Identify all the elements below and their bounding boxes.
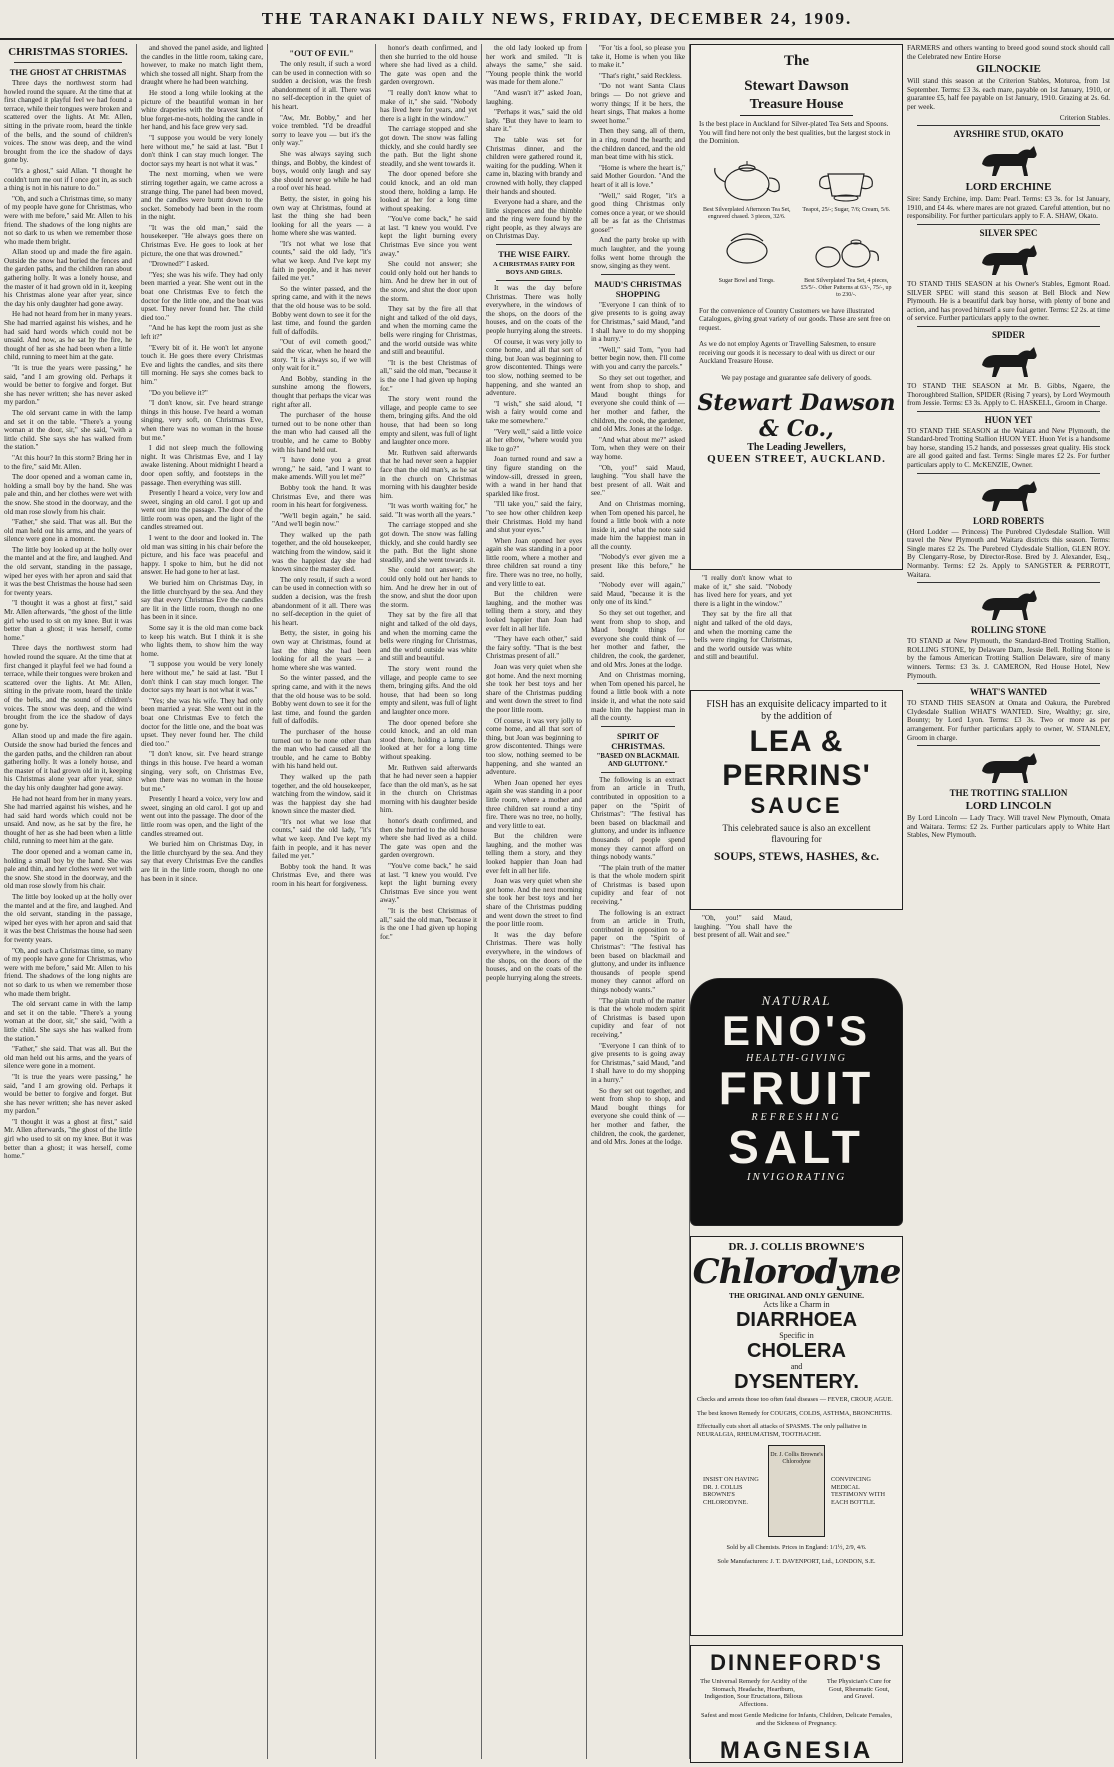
stallion-title: WHAT'S WANTED bbox=[970, 687, 1047, 698]
paragraph: But the children were laughing, and the mother was telling them a story, and they looked happier than Joan had ever felt in all her life. bbox=[486, 832, 582, 875]
ad-intro: Is the best place in Auckland for Silver-plated Tea Sets and Spoons. You will find here not only the best qualities, but the largest stock in the Dominion. bbox=[699, 120, 891, 145]
paragraph: They sat by the fire all that night and talked of the old days, and when the morning came the bells were ringing for Christmas, and the world outside was white and still and beautiful. bbox=[380, 305, 477, 357]
paragraph: And the party broke up with much laughter, and the young folks went home through the snow, singing as they went. bbox=[591, 236, 685, 271]
paragraph: She could not answer; she could only hold out her hands to him. And he drew her in out of the snow, and shut the door upon the storm. bbox=[380, 566, 477, 609]
paragraph: "Every bit of it. He won't let anyone touch it. He goes there every Christmas Eve and lights the candles, and sits there till morning. He says she comes back to him." bbox=[141, 343, 263, 386]
paragraph: "I wish," she said aloud, "I wish a fairy would come and take me somewhere." bbox=[486, 399, 582, 425]
ad-disease-1: DIARRHOEA bbox=[735, 1309, 858, 1331]
paragraph: "Perhaps it was," said the old lady. "But they have to learn to share it." bbox=[486, 108, 582, 134]
paragraph: "Father," she said. That was all. But the old man held out his arms, and the years of silence were gone in a moment. bbox=[4, 1045, 132, 1071]
paragraph: "I thought it was a ghost at first," said Mr. Allen afterwards, "the ghost of the little girl who used to sit on my knee. But it was better than a ghost; it was herself, come home." bbox=[4, 1117, 132, 1161]
paragraph: Bobby took the hand. It was Christmas Eve, and there was room in his heart for forgiveness. bbox=[272, 483, 371, 510]
stallion-name: LORD LINCOLN bbox=[965, 800, 1052, 813]
ad-header-the: The bbox=[783, 53, 809, 69]
column-4 bbox=[376, 44, 482, 1759]
paragraph: TO STAND at New Plymouth, the Standard-Bred Trotting Stallion, ROLLING STONE, by Delaware Dam, Jessie Bell. Rolling Stone is by the famous American Trotting Stallion Delaware, sire of many winners. Terms: £3 3s. J. CAMERON, Red House Hotel, New Plymouth. bbox=[907, 637, 1110, 680]
paragraph: They sat by the fire all that night and talked of the old days, and when the morning came the bells were ringing for Christmas, and the world outside was white and still and beautiful. bbox=[380, 611, 477, 663]
product-caption: Best Silverplated Tea Set, 4 pieces, £5/5/-. Other Patterns at 63/-, 75/-, up to 230/-. bbox=[801, 277, 892, 298]
ad-health: HEALTH-GIVING bbox=[746, 1053, 847, 1064]
bottle-label: Dr. J. Collis Browne's Chlorodyne bbox=[770, 1452, 823, 1465]
sugar-bowl-icon bbox=[806, 154, 886, 204]
ad-text: This celebrated sauce is also an excellent flavouring for bbox=[722, 823, 871, 844]
ad-convincing: CONVINCING MEDICAL TESTIMONY WITH EACH BOTTLE. bbox=[831, 1476, 886, 1506]
paragraph: Betty, the sister, in going his own way at Christmas, found at last the thing she had been looking for all the years — a home where she was wanted. bbox=[272, 629, 371, 672]
paragraph: We buried him on Christmas Day, in the little churchyard by the sea. And they say that every Christmas Eve the candles are lit in the little room, though no one has been in it since. bbox=[141, 840, 263, 883]
paragraph: "It is the best Christmas of all," said the old man, "because it is the one I had given up hoping for." bbox=[380, 907, 477, 941]
ad-and: and bbox=[790, 1362, 803, 1371]
paragraph: The next morning, when we were stirring together again, we came across a strange thing. The panel had been moved, and the candles were burnt down to the socket. Somebody had been in the room in the night. bbox=[141, 170, 263, 222]
paragraph: "That's right," said Reckless. bbox=[599, 71, 682, 80]
ad-side-1: The Physician's Cure for Gout, Rheumatic Gout, and Gravel. bbox=[826, 1678, 892, 1700]
paragraph: The story went round the village, and people came to see them, bringing gifts. And the old house, that had been so long empty and silent, was full of light and laughter once more. bbox=[380, 664, 477, 716]
paragraph: "Nobody's ever given me a present like this before," he said. bbox=[591, 553, 685, 579]
enos-fruit-salt-ad bbox=[690, 978, 903, 1226]
paragraph: "Well," said Roger, "it's a good thing Christmas only comes once a year, or we should all be as fat as the Christmas goose!" bbox=[591, 191, 685, 234]
col1-body bbox=[4, 79, 132, 1161]
paragraph: Bobby took the hand. It was Christmas Eve, and there was room in his heart for forgiveness. bbox=[272, 862, 371, 889]
ad-maker: Sole Manufacturers: J. T. DAVENPORT, Ltd., LONDON, S.E. bbox=[717, 1557, 876, 1565]
paragraph: "I don't know, sir. I've heard strange things in this house. I've heard a woman singing, very soft, on Christmas Eve, when there was no woman in the house but me." bbox=[141, 750, 263, 793]
horse-icon bbox=[974, 477, 1044, 513]
paragraph: "And wasn't it?" asked Joan, laughing. bbox=[486, 88, 582, 106]
ghost-story-heading: THE GHOST AT CHRISTMAS bbox=[9, 67, 127, 77]
paragraph: "I have done you a great wrong," he said, "and I want to make amends. Will you let me?" bbox=[272, 456, 371, 482]
stewart-dawson-ad bbox=[690, 44, 903, 570]
paragraph: But the children were laughing, and the mother was telling them a story, and they looked happier than Joan had ever felt in all her life. bbox=[486, 590, 582, 633]
ad-disease-2: CHOLERA bbox=[747, 1340, 846, 1362]
column-5 bbox=[482, 44, 587, 1759]
paragraph: "Oh, and such a Christmas time, so many of my people have gone for Christmas, who were with me before," said Mr. Allen to his friend. The shadows of the long nights are not so dark to us when we remember those who made them bright. bbox=[4, 194, 132, 246]
horse-icon bbox=[974, 586, 1044, 622]
paragraph: "Drowned?" I asked. bbox=[149, 260, 209, 269]
column-2 bbox=[137, 44, 268, 1759]
ad-invigorating: INVIGORATING bbox=[746, 1171, 847, 1183]
ad-original: THE ORIGINAL AND ONLY GENUINE. bbox=[728, 1291, 865, 1300]
stallion-name: GILNOCKIE bbox=[976, 63, 1041, 76]
paragraph: So they set out together, and went from shop to shop, and Maud bought things for everyone she could think of — her mother and father, the children, the cook, the gardener, and old Mrs. Jones at the lodge. bbox=[591, 1086, 685, 1147]
paragraph: Everyone had a share, and the little sixpences and the thimble and the ring were found by the right people, as they always are on Christmas Day. bbox=[486, 198, 582, 241]
column-7-text-2 bbox=[690, 914, 796, 974]
stallion-name: LORD ERCHINE bbox=[965, 181, 1052, 194]
paragraph: Joan was very quiet when she got home. And the next morning she took her best toys and her share of the Christmas pudding and went down the street to find the poor little room. bbox=[486, 877, 582, 929]
product-item bbox=[701, 154, 793, 221]
paragraph: When Joan opened her eyes again she was standing in a poor little room, where a mother and three children sat round a tiny fire. There was no tree, no holly, and very little to eat. bbox=[486, 536, 582, 588]
tongs-icon bbox=[707, 225, 787, 275]
paragraph: The door opened before she could knock, and an old man stood there, holding a lamp. He looked at her for a long time without speaking. bbox=[380, 170, 477, 213]
stallion-title: ROLLING STONE bbox=[970, 625, 1047, 636]
horse-icon bbox=[974, 142, 1044, 178]
paragraph: "It's not what we lose that counts," said the old lady, "it's what we keep. And I've kept my faith in people, and it has never failed me yet." bbox=[272, 817, 371, 861]
paragraph: He had not heard from her in many years. She had married against his wishes, and he had said hard words which could not be unsaid. And now, as he sat by the fire, he thought of her as she had been when a little child, running to meet him at the gate. bbox=[4, 310, 132, 362]
ad-brand: DINNEFORD'S bbox=[710, 1650, 883, 1675]
paragraph: the old lady looked up from her work and smiled. "It is always the same," she said. "Young people think the world was made for them alone." bbox=[486, 44, 582, 87]
product-item bbox=[800, 225, 892, 299]
paragraph: Of course, it was very jolly to come home, and all that sort of thing, but Joan was beginning to grow discontented. Things were too slow, nothing seemed to be happening, and she wanted an adventure. bbox=[486, 716, 582, 777]
ad-header-name: Stewart Dawson bbox=[744, 78, 849, 94]
stallion-title: LORD ROBERTS bbox=[973, 515, 1044, 526]
paragraph: "And what about me?" asked Tom, when they were on their way home. bbox=[591, 435, 685, 461]
ad-fruit: FRUIT bbox=[718, 1062, 875, 1114]
ad-insist: INSIST ON HAVING DR. J. COLLIS BROWNE'S CHLORODYNE. bbox=[703, 1476, 759, 1506]
paragraph: "Do you believe it?" bbox=[149, 388, 208, 397]
wise-fairy-subheading: A CHRISTMAS FAIRY FOR BOYS AND GIRLS. bbox=[493, 261, 575, 277]
paragraph: Sire: Sandy Erchine, imp. Dam: Pearl. Terms: £3 3s. for 1st January, 1910, and £4 4s. where mares are not grazed. Careful attention, but no responsibility. For further particulars apply to F. A. SHAW, Okato. bbox=[907, 195, 1110, 221]
product-item bbox=[701, 225, 793, 299]
ad-footer-1: For the convenience of Country Customers we have illustrated Catalogues, giving great variety of our goods. These are sent free on request. bbox=[699, 306, 891, 332]
paragraph: The door opened before she could knock, and an old man stood there, holding a lamp. He looked at her for a long time without speaking. bbox=[380, 718, 477, 761]
chlorodyne-ad bbox=[690, 1236, 903, 1636]
paragraph: Mr. Ruthven said afterwards that he had never seen a happier face than the old man's, as he sat in the church on Christmas morning with his daughter beside him. bbox=[380, 763, 477, 815]
paragraph: The purchaser of the house turned out to be none other than the man who had caused all the trouble, and he came to Bobby with his hand held out. bbox=[272, 727, 371, 771]
paragraph: TO STAND THE SEASON at the Waitara and New Plymouth, the Standard-bred Trotting Stallion HUON YET. Huon Yet is a handsome bay horse, standing 15.2 hands, and possesses great quality. His stock are all good gaited and fast. Terms: Single mares £2 2s. For further particulars apply to C. McKENZIE, Owner. bbox=[907, 426, 1110, 470]
paragraph: "It was worth waiting for," he said. "It was worth all the years." bbox=[380, 502, 477, 519]
paragraph: The old servant came in with the lamp and set it on the table. "There's a young woman at the door, sir," she said, "with a little child. She says she has walked from the station." bbox=[4, 1000, 132, 1043]
paragraph: "It was the old man," said the housekeeper. "He always goes there on Christmas Eve. He goes to look at her picture, the one that was drowned." bbox=[141, 223, 263, 258]
ad-sold: Sold by all Chemists. Prices in England: 1/1½, 2/9, 4/6. bbox=[726, 1544, 867, 1551]
paragraph: The carriage stopped and she got down. The snow was falling thickly, and she could hardly see the path. But the light shone steadily, and she went towards it. bbox=[380, 521, 477, 564]
paragraph: "I'll take you," said the fairy, "to see how other children keep their Christmas. Hold my hand and shut your eyes." bbox=[486, 500, 582, 535]
ad-side-2: Safest and most Gentle Medicine for Infants, Children, Delicate Females, and the Sickness of Pregnancy. bbox=[701, 1712, 892, 1727]
paragraph: He had not heard from her in many years. She had married against his wishes, and he had said hard words which could not be unsaid. And now, as he sat by the fire, he thought of her as she had been when a little child, running to meet him at the gate. bbox=[4, 794, 132, 846]
masthead-title: THE TARANAKI DAILY NEWS, FRIDAY, DECEMBER 24, 1909. bbox=[261, 9, 853, 28]
ad-brand: LEA & PERRINS' bbox=[722, 725, 871, 792]
paragraph: So they set out together, and went from shop to shop, and Maud bought things for everyone she could think of — her mother and father, the children, the cook, the gardener, and old Mrs. Jones at the lodge. bbox=[591, 373, 685, 434]
paragraph: Of course, it was very jolly to come home, and all that sort of thing, but Joan was beginning to grow discontented. Things were too slow, nothing seemed to be happening, and she wanted an adventure. bbox=[486, 337, 582, 398]
ad-best-remedy: The best known Remedy for COUGHS, COLDS, ASTHMA, BRONCHITIS. bbox=[697, 1409, 892, 1417]
product-illustrations bbox=[691, 150, 902, 303]
ad-address: QUEEN STREET, AUCKLAND. bbox=[707, 453, 886, 465]
paragraph: We buried him on Christmas Day, in the little churchyard by the sea. And they say that every Christmas Eve the candles are lit in the little room, though no one has been in it since. bbox=[141, 579, 263, 622]
ad-footer-3: We pay postage and guarantee safe delivery of goods. bbox=[721, 373, 872, 382]
column-3 bbox=[268, 44, 376, 1759]
ad-checks: Checks and arrests those too often fatal diseases — FEVER, CROUP, AGUE. bbox=[697, 1396, 893, 1403]
column-9-stallions bbox=[903, 44, 1114, 1759]
out-of-evil-heading: "OUT OF EVIL" bbox=[289, 48, 354, 58]
paragraph: Joan turned round and saw a tiny figure standing on the window-sill, dressed in green, with a wand in her hand that sparkled like frost. bbox=[486, 455, 582, 498]
ad-natural: NATURAL bbox=[761, 993, 832, 1008]
product-caption: Teapot, 25/-; Sugar, 7/6; Cream, 5/6. bbox=[802, 206, 891, 213]
dinnefords-magnesia-ad bbox=[690, 1645, 903, 1763]
paragraph: "Oh, and such a Christmas time, so many of my people have gone for Christmas, who were with me before," said Mr. Allen to his friend. The shadows of the long nights are not so dark to us when we remember those who made them bright. bbox=[4, 946, 132, 998]
paragraph: "You've come back," he said at last. "I knew you would. I've kept the light burning every Christmas Eve since you went away." bbox=[380, 862, 477, 905]
paragraph: "It is true the years were passing," he said, "and I am growing old. Perhaps it would be better to forgive and forget. But she has never written; she has never asked my pardon." bbox=[4, 364, 132, 407]
paragraph: She could not answer; she could only hold out her hands to him. And he drew her in out of the snow, and shut the door upon the storm. bbox=[380, 260, 477, 303]
masthead bbox=[0, 0, 1114, 40]
paragraph: "Aw, Mr. Bobby," and her voice trembled. "I'd be dreadful sorry to leave you — but it's the only way." bbox=[272, 113, 371, 148]
paragraph: "Everyone I can think of to give presents to is going away for Christmas," said Maud, "and I shall have to do my shopping in a hurry." bbox=[591, 300, 685, 344]
paragraph: "The plain truth of the matter is that the whole modern spirit of Christmas is based upon cupidity and fear of not receiving." bbox=[591, 996, 685, 1039]
stallion-title: HUON YET bbox=[984, 414, 1033, 425]
ad-tagline: The Leading Jewellers, bbox=[747, 442, 846, 453]
ad-acts: Acts like a Charm in bbox=[763, 1300, 830, 1309]
paragraph: Presently I heard a voice, very low and sweet, singing an old carol. I got up and went out into the passage. The door of the little room was open, and the light of the candles streamed out. bbox=[141, 489, 263, 532]
paragraph: They walked up the path together, and the old housekeeper, watching from the window, said it was the happiest day she had known since the master died. bbox=[272, 772, 371, 816]
column-1 bbox=[0, 44, 137, 1759]
ad-disease-3: DYSENTERY. bbox=[734, 1371, 859, 1393]
paragraph: The following is an extract from an article in Truth, contributed in opposition to a paper on the "Spirit of Christmas": "The festival has been based on blackmail and gluttony, and under its influence thousands of people spend money they cannot afford on things nobody wants." bbox=[591, 908, 685, 994]
paragraph: "Out of evil cometh good," said the vicar, when he heard the story. "It is always so, if we will only wait for it." bbox=[272, 338, 371, 373]
paragraph: He stood a long while looking at the picture of the beautiful woman in her white draperies with the bravest knot of blue forget-me-nots, holding the candle in her hand, and his face grew very sad. bbox=[141, 88, 263, 132]
lea-perrins-ad bbox=[690, 690, 903, 910]
paragraph: The carriage stopped and she got down. The snow was falling thickly, and she could hardly see the path. But the light shone steadily, and she went towards it. bbox=[380, 125, 477, 168]
paragraph: "I suppose you would be very lonely here without me," he said at last. "But I don't think I can stay much longer. The doctor says my heart is not what it was." bbox=[141, 133, 263, 168]
ad-salt: SALT bbox=[728, 1121, 865, 1173]
stallion-title: SILVER SPEC bbox=[979, 227, 1038, 238]
paragraph: "Do not want Santa Claus brings — Do not grieve and worry things; If it be hers, the heart sings, That makes a home sweet home." bbox=[591, 82, 685, 125]
paragraph: Will stand this season at the Criterion Stables, Moturoa, from 1st September. Terms: £3 3s. each mare, payable on 1st January, 1910, or guarantee £5, half fee payable on 1st January, 1910. Grazing at 2s. 6d. per week. bbox=[907, 77, 1110, 111]
paragraph: The purchaser of the house turned out to be none other than the man who had caused all the trouble, and he came to Bobby with his hand held out. bbox=[272, 411, 371, 454]
column-7-text bbox=[690, 574, 796, 686]
paragraph: I went to the door and looked in. The old man was sitting in his chair before the picture, and his face was peaceful and happy. I spoke to him, but he did not answer. He had gone to her at last. bbox=[141, 534, 263, 577]
ad-signature: Stewart Dawson & Co., bbox=[697, 390, 896, 442]
ad-footer-2: As we do not employ Agents or Travelling Salesmen, to ensure receiving our goods it is necessary to deal with us direct or our Auckland Treasure House. bbox=[699, 340, 876, 365]
medicine-bottle-icon bbox=[768, 1445, 825, 1537]
paragraph: "For 'tis a fool, so please you take it, Home is when you like to make it." bbox=[591, 44, 685, 70]
paragraph: "Home is where the heart is," said Mother Gourdon. "And the heart of it all is love." bbox=[591, 163, 685, 189]
paragraph: Three days the northwest storm had howled round the square. At the time that at first changed it playful feel we had found a terrace, while their tongues were broken and scattered over the lights. At Mr. Allen, sitting in the private room, heard the tinkle of the bells, and the sound of children's voices. The snow was deep, and the wind brought from the ice the shadow of days gone by. bbox=[4, 644, 132, 730]
ad-brand: ENO'S bbox=[721, 1007, 871, 1054]
ad-intro: FISH has an exquisite delicacy imparted to it by the addition of bbox=[706, 699, 887, 722]
paragraph: "Father," she said. That was all. But the old man held out his arms, and the years of silence were gone in a moment. bbox=[4, 518, 132, 544]
paragraph: They sat by the fire all that night and talked of the old days, and when the morning came the bells were ringing for Christmas, and the world outside was white and still and beautiful. bbox=[694, 610, 792, 662]
paragraph: So the winter passed, and the spring came, and with it the news that the old house was to be sold. Bobby went down to see it for the last time, and found the garden full of daffodils. bbox=[272, 284, 371, 336]
product-caption: Sugar Bowl and Tongs. bbox=[718, 277, 775, 284]
ad-uses: SOUPS, STEWS, HASHES, &c. bbox=[713, 849, 880, 863]
paragraph: She was always saying such things, and Bobby, the kindest of boys, would only laugh and say she should never go while he had a roof over his head. bbox=[272, 149, 371, 193]
paragraph: "It's not what we lose that counts," said the old lady, "it's what we keep. And I've kept my faith in people, and it has never failed me yet." bbox=[272, 239, 371, 283]
paragraph: "Yes; she was his wife. They had only been married a year. She went out in the boat one Christmas Eve to fetch the doctor for the little one, and the boat was upset. They never found her. The child died too." bbox=[141, 270, 263, 322]
paragraph: The little boy looked up at the holly over the mantel and at the fire, and laughed. And the old servant, standing in the passage, wiped her eyes with her apron and said that it was the best Christmas the house had seen for twenty years. bbox=[4, 893, 132, 944]
paragraph: Allan stood up and made the fire again. Outside the snow had buried the fences and the garden paths, and the children ran about gathering holly. It was a lonely house, and the master of it had grown old in it, keeping his Christmas alone year after year, since the day his only daughter had gone away. bbox=[4, 248, 132, 308]
paragraph: Mr. Ruthven said afterwards that he had never seen a happier face than the old man's, as he sat in the church on Christmas morning with his daughter beside him. bbox=[380, 448, 477, 500]
paragraph: The story went round the village, and people came to see them, bringing gifts. And the old house, that had been so long empty and silent, was full of light and laughter once more. bbox=[380, 395, 477, 447]
paragraph: Presently I heard a voice, very low and sweet, singing an old carol. I got up and went out into the passage. The door of the little room was open, and the light of the candles streamed out. bbox=[141, 795, 263, 838]
paragraph: So the winter passed, and the spring came, and with it the news that the old house was to be sold. Bobby went down to see it for the last time, and found the garden full of daffodils. bbox=[272, 674, 371, 726]
paragraph: FARMERS and others wanting to breed good sound stock should call the Celebrated new Entire Horse bbox=[907, 44, 1110, 61]
paragraph: "Very well," said a little voice at her elbow, "where would you like to go?" bbox=[486, 427, 582, 453]
paragraph: "Everyone I can think of to give presents to is going away for Christmas," said Maud, "and I shall have to do my shopping in a hurry." bbox=[591, 1041, 685, 1084]
paragraph: And Bobby, standing in the sunshine among the flowers, thought that perhaps the vicar was right after all. bbox=[272, 374, 371, 409]
paragraph: "I really don't know what to make of it," she said. "Nobody has lived here for years, and yet there is a light in the window." bbox=[694, 574, 792, 608]
paragraph: "And he has kept the room just as she left it?" bbox=[141, 324, 263, 341]
column-6 bbox=[587, 44, 690, 1759]
horse-icon bbox=[974, 241, 1044, 277]
ad-magnesia: MAGNESIA bbox=[719, 1737, 874, 1763]
spirit-subheading: "BASED ON BLACKMAIL AND GLUTTONY." bbox=[596, 752, 680, 768]
paragraph: "It's a ghost," said Allan. "I thought he couldn't turn me out if I once got in, as such a thing is not in his nature to do." bbox=[4, 166, 132, 193]
spirit-of-christmas-heading: SPIRIT OF CHRISTMAS. bbox=[611, 730, 665, 751]
ad-doctor: DR. J. COLLIS BROWNE'S bbox=[728, 1241, 865, 1253]
christmas-stories-heading: CHRISTMAS STORIES. bbox=[8, 46, 128, 58]
paragraph: The following is an extract from an article in Truth, contributed in opposition to a paper on the "Spirit of Christmas": "The festival has been based on blackmail and gluttony, and under its influence thousands of people spend money they cannot afford on things nobody wants." bbox=[591, 775, 685, 862]
paragraph: "Yes; she was his wife. They had only been married a year. She went out in the boat one Christmas Eve to fetch the doctor for the little one, and the boat was upset. They never found her. The child died too." bbox=[141, 696, 263, 748]
paragraph: "At this hour? In this storm? Bring her in to the fire," said Mr. Allen. bbox=[4, 453, 132, 471]
paragraph: TO STAND THIS SEASON at his Owner's Stables, Egmont Road. SILVER SPEC will stand this season at Bell Block and New Plymouth. He is a beautiful dark bay horse, with plenty of bone and action, and has proved himself a sure foal getter. Terms: £2 2s. at time of service. Further particulars apply to the owner. bbox=[907, 279, 1110, 323]
stallion-title: SPIDER bbox=[991, 329, 1025, 340]
ad-remedy: The Universal Remedy for Acidity of the Stomach, Headache, Heartburn, Indigestion, Sour Eructations, Bilious Affections. bbox=[700, 1678, 807, 1708]
paragraph: "Oh, you!" said Maud, laughing. "You shall have the best present of all. Wait and see." bbox=[591, 463, 685, 498]
paragraph: "It is the best Christmas of all," said the old man, "because it is the one I had given up hoping for." bbox=[380, 358, 477, 393]
paragraph: The only result, if such a word can be used in connection with so sudden a decision, was the fresh abandonment of it all. There was no self-deception in the quiet of his heart. bbox=[272, 60, 371, 111]
paragraph: They walked up the path together, and the old housekeeper, watching from the window, said it was the happiest day she had known since the master died. bbox=[272, 530, 371, 574]
paragraph: Betty, the sister, in going his own way at Christmas, found at last the thing she had been looking for all the years — a home where she was wanted. bbox=[272, 194, 371, 238]
paragraph: And on Christmas morning, when Tom opened his parcel, he found a little book with a note inside it, and what the note said made him the happiest man in all the county. bbox=[591, 499, 685, 551]
paragraph: So they set out together, and went from shop to shop, and Maud bought things for everyone she could think of — her mother and father, the children, the cook, the gardener, and old Mrs. Jones at the lodge. bbox=[591, 609, 685, 669]
stud-title: AYRSHIRE STUD, OKATO bbox=[953, 129, 1064, 140]
mauds-shopping-heading: MAUD'S CHRISTMAS SHOPPING bbox=[594, 278, 682, 299]
paragraph: The old servant came in with the lamp and set it on the table. "There's a young woman at the door, sir," she said, "with a little child. She says she has walked from the station." bbox=[4, 408, 132, 452]
ad-product: SAUCE bbox=[750, 793, 843, 818]
paragraph: It was the day before Christmas. There was holly everywhere, in the windows of the shops, on the doors of the houses, and on the coats of the people hurrying along the streets. bbox=[486, 284, 583, 336]
paragraph: "We'll begin again," he said. "And we'll begin now." bbox=[272, 511, 371, 529]
paragraph: "I suppose you would be very lonely here without me," he said at last. "But I don't think I can stay much longer. The doctor says my heart is not what it was." bbox=[141, 660, 263, 695]
paragraph: Allan stood up and made the fire again. Outside the snow had buried the fences and the garden paths, and the children ran about gathering holly. It was a lonely house, and the master of it had grown old in it, keeping his Christmas alone year after year, since the day his only daughter had gone away. bbox=[4, 732, 132, 792]
paragraph: "Oh, you!" said Maud, laughing. "You shall have the best present of all. Wait and see." bbox=[694, 914, 792, 940]
paragraph: The little boy looked up at the holly over the mantel and at the fire, and laughed. And the old servant, standing in the passage, wiped her eyes with her apron and said that it was the best Christmas the house had seen for twenty years. bbox=[4, 545, 132, 597]
ad-refreshing: REFRESHING bbox=[751, 1112, 842, 1123]
horse-icon bbox=[974, 749, 1044, 785]
paragraph: "Well," said Tom, "you had better begin now, then. I'll come with you and carry the parcels." bbox=[591, 345, 685, 371]
paragraph: Some say it is the old man come back to keep his watch. But I think it is she who lights them, to show him the way home. bbox=[141, 624, 263, 658]
horse-icon bbox=[974, 343, 1044, 379]
paragraph: honor's death confirmed, and then she hurried to the old house where she had lived as a child. The gate was open and the garden overgrown. bbox=[380, 44, 477, 87]
paragraph: "They have each other," said the fairy softly. "That is the best Christmas present of all." bbox=[486, 635, 582, 661]
wise-fairy-heading: THE WISE FAIRY. bbox=[498, 249, 570, 260]
paragraph: I did not sleep much the following night. It was Christmas Eve, and I lay awake listening. About midnight I heard a door open softly, and footsteps in the passage. Then everything was still. bbox=[141, 444, 263, 487]
paragraph: TO STAND THE SEASON at Mr. B. Gibbs, Ngaere, the Thoroughbred Stallion, SPIDER (Rising 7 years), by Lord Weymouth from Jessie. Terms: £3 3s. Apply to C. HASKELL, Groom in Charge. bbox=[907, 381, 1110, 408]
paragraph: Criterion Stables. bbox=[1059, 113, 1110, 122]
product-item bbox=[800, 154, 892, 221]
ad-palliative: Effectually cuts short all attacks of SPASMS. The only palliative in NEURALGIA, RHEUMATISM, TOOTHACHE. bbox=[697, 1423, 867, 1438]
ad-header-house: Treasure House bbox=[740, 97, 854, 116]
paragraph: and shoved the panel aside, and lighted the candles in the little room, taking care, however, to make no match light them, which she tossed all night. Sharp from the draught where he had been watching. bbox=[141, 44, 263, 87]
teapot-icon bbox=[707, 154, 787, 204]
paragraph: "The plain truth of the matter is that the whole modern spirit of Christmas is based upon cupidity and fear of not receiving." bbox=[591, 863, 685, 907]
paragraph: And on Christmas morning, when Tom opened his parcel, he found a little book with a note inside it, and what the note said made him the happiest man in all the county. bbox=[591, 671, 685, 723]
paragraph: Joan was very quiet when she got home. And the next morning she took her best toys and her share of the Christmas pudding and went down the street to find the poor little room. bbox=[486, 663, 582, 714]
ad-brand: Chlorodyne bbox=[692, 1252, 901, 1292]
paragraph: "I don't know, sir. I've heard strange things in this house. I've heard a woman singing, very soft, on Christmas Eve, when there was no woman in the house but me." bbox=[141, 399, 263, 442]
paragraph: (Hord Lodder — Princess) The Purebred Clydesdale Stallion. Will travel the New Plymouth and Waitara districts this season. Terms: Single mares £2 2s. The Purebred Clydesdale Stallion, GLEN ROY. By Clengarry-Rose, by Director-Rose. Bred by J. Alexander, Esq., Normanby. Terms: £2 2s. Apply to SANGSTER & PERROTT, Waitara. bbox=[907, 527, 1110, 579]
ad-specific: Specific in bbox=[779, 1331, 814, 1340]
product-caption: Best Silverplated Afternoon Tea Set, engraved chased. 3 pieces, 32/6. bbox=[702, 206, 791, 220]
paragraph: The door opened and a woman came in, holding a small boy by the hand. She was pale and thin, and her clothes were wet with the snow. She stood in the doorway, and the old man rose slowly from his chair. bbox=[4, 473, 132, 516]
paragraph: Then they sang, all of them, in a ring, round the hearth; and the children danced, and the old man beat time with his stick. bbox=[591, 127, 685, 162]
paragraph: TO STAND THIS SEASON at Omata and Oakura, the Purebred Clydesdale Stallion WHAT'S WANTED. Sire, Wealthy; gr. sire, Bounty; by Lord Lyon. Terms: £3 3s. Two or more as per arrangement. For further particulars apply to owner, W. STANLEY, Groom in charge. bbox=[907, 699, 1110, 742]
paragraph: Three days the northwest storm had howled round the square. At the time that at first changed it playful feel we had found a terrace, while their tongues were broken and scattered over the lights. At Mr. Allen, sitting in the private room, heard the tinkle of the bells, and the sound of children's voices. The snow was deep, and the wind brought from the ice the shadow of days gone by. bbox=[4, 79, 132, 165]
paragraph: It was the day before Christmas. There was holly everywhere, in the windows of the shops, on the doors of the houses, and on the coats of the people hurrying along the streets. bbox=[486, 930, 583, 982]
stallion-title: THE TROTTING STALLION bbox=[949, 788, 1068, 799]
tea-set-icon bbox=[806, 225, 886, 275]
paragraph: By Lord Lincoln — Lady Tracy. Will travel New Plymouth, Omata and Waitara. Terms: £2 2s. Further particulars apply to White Hart Stables, New Plymouth. bbox=[907, 814, 1110, 840]
paragraph: honor's death confirmed, and then she hurried to the old house where she had lived as a child. The gate was open and the garden overgrown. bbox=[380, 817, 477, 860]
paragraph: "I really don't know what to make of it," she said. "Nobody has lived here for years, and yet there is a light in the window." bbox=[380, 88, 477, 123]
paragraph: "Nobody ever will again," said Maud, "because it is the only one of its kind." bbox=[591, 581, 685, 607]
paragraph: "I thought it was a ghost at first," said Mr. Allen afterwards, "the ghost of the little girl who used to sit on my knee. But it was better than a ghost; it was herself, come home." bbox=[4, 599, 132, 642]
paragraph: When Joan opened her eyes again she was standing in a poor little room, where a mother and three children sat round a tiny fire. There was no tree, no holly, and very little to eat. bbox=[486, 778, 582, 830]
paragraph: The only result, if such a word can be used in connection with so sudden a decision, was the fresh abandonment of it all. There was no self-deception in the quiet of his heart. bbox=[272, 575, 371, 627]
paragraph: "You've come back," he said at last. "I knew you would. I've kept the light burning every Christmas Eve since you went away." bbox=[380, 215, 477, 258]
paragraph: The door opened and a woman came in, holding a small boy by the hand. She was pale and thin, and her clothes were wet with the snow. She stood in the doorway, and the old man rose slowly from his chair. bbox=[4, 848, 132, 891]
paragraph: "It is true the years were passing," he said, "and I am growing old. Perhaps it would be better to forgive and forget. But she has never written; she has never asked my pardon." bbox=[4, 1072, 132, 1116]
paragraph: The table was set for Christmas dinner, and the children were gathered round it, waiting for the pudding. When it came in, blazing with brandy and crowned with holly, they clapped their hands and shouted. bbox=[486, 135, 582, 196]
